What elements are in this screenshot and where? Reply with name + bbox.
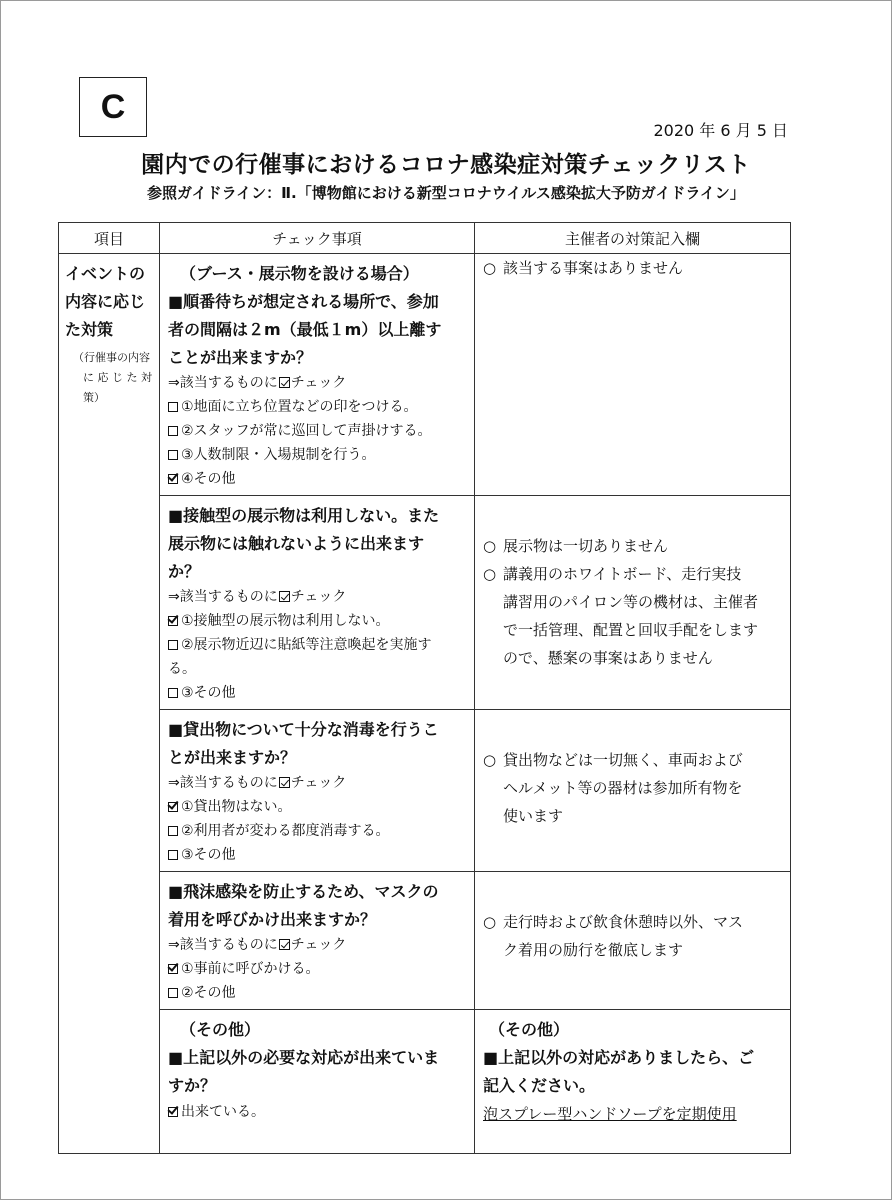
checkbox[interactable] — [168, 450, 178, 460]
option-item[interactable]: ①接触型の展示物は利用しない。 — [168, 609, 470, 633]
measure-question: ■上記以外の対応がありましたら、ご 記入ください。 — [483, 1048, 755, 1095]
table-row — [59, 496, 791, 710]
option-item[interactable]: ③その他 — [168, 681, 470, 705]
option-item[interactable]: ②利用者が変わる都度消毒する。 — [168, 819, 470, 843]
checkbox[interactable] — [168, 640, 178, 650]
measure-note: （その他） — [489, 1020, 570, 1039]
checkbox[interactable] — [168, 402, 178, 412]
instruction: ⇒該当するものに チェック — [168, 589, 347, 605]
question-text: ■貸出物について十分な消毒を行うこ とが出来ますか？ — [168, 720, 439, 767]
question-text: ■順番待ちが想定される場所で、参加 者の間隔は２m（最低１m）以上離す ことが出来ますか？ — [168, 292, 442, 367]
option-item[interactable]: ①地面に立ち位置などの印をつける。 — [168, 395, 470, 419]
table-row — [59, 254, 791, 496]
question-text: ■接触型の展示物は利用しない。また 展示物には触れないように出来ます か？ — [168, 506, 440, 581]
table-header-row — [59, 223, 791, 254]
measure-cell[interactable]: ○ 展示物は一切ありません ○ 講義用のホワイトボード、走行実技 講習用のパイロン等の機材は、主催者 で一括管理、配置と回収手配をします ので、懸案の事案はありません — [475, 496, 791, 710]
document-subtitle: 参照ガイドライン：Ⅱ.「博物館における新型コロナウイルス感染拡大予防ガイドライン」 — [147, 184, 745, 202]
header-measure: 主催者の対策記入欄 — [475, 223, 791, 254]
checkbox-icon — [279, 377, 290, 388]
instruction: ⇒該当するものに チェック — [168, 775, 347, 791]
row-note: （その他） — [180, 1020, 261, 1039]
instruction: ⇒該当するものに チェック — [168, 937, 347, 953]
checkbox-checked[interactable] — [168, 474, 178, 484]
measure-cell[interactable]: ○ 貸出物などは一切無く、車両および ヘルメット等の器材は参加所有物を 使います — [475, 710, 791, 872]
option-item[interactable]: ①貸出物はない。 — [168, 795, 470, 819]
check-cell — [160, 254, 475, 496]
checkbox-checked[interactable] — [168, 616, 178, 626]
measure-entry[interactable]: 泡スプレー型ハンドソープを定期使用 — [483, 1105, 737, 1123]
checkbox-checked[interactable] — [168, 1107, 178, 1117]
checklist-table — [58, 222, 791, 1154]
instruction: ⇒該当するものに チェック — [168, 375, 347, 391]
checkbox[interactable] — [168, 988, 178, 998]
answer-item: ○ 該当する事案はありません — [483, 259, 684, 277]
item-label: イベントの 内容に応じ た対策 — [65, 264, 146, 339]
checkbox-icon — [279, 591, 290, 602]
option-item[interactable]: ③その他 — [168, 843, 470, 867]
answer-item: ○ 展示物は一切ありません — [483, 537, 669, 555]
table-row — [59, 1010, 791, 1154]
header-item: 項目 — [59, 223, 160, 254]
item-cell — [59, 254, 160, 1154]
measure-cell[interactable]: ○ 走行時および飲食休憩時以外、マス ク着用の励行を徹底します — [475, 872, 791, 1010]
answer-item: ○ 貸出物などは一切無く、車両および — [483, 751, 743, 769]
item-sublabel: （行催事の内容 に 応 じ た 対 策） — [73, 351, 152, 404]
option-item[interactable]: ②その他 — [168, 981, 470, 1005]
checkbox-icon — [279, 777, 290, 788]
option-continuation: る。 — [168, 661, 196, 677]
checkbox[interactable] — [168, 688, 178, 698]
option-item[interactable]: ②展示物近辺に貼紙等注意喚起を実施す — [168, 633, 470, 657]
measure-cell[interactable] — [475, 1010, 791, 1154]
check-cell — [160, 496, 475, 710]
checkbox[interactable] — [168, 850, 178, 860]
check-cell — [160, 710, 475, 872]
question-text: ■飛沫感染を防止するため、マスクの 着用を呼びかけ出来ますか？ — [168, 882, 439, 929]
answer-item: ○ 講義用のホワイトボード、走行実技 — [483, 565, 742, 583]
measure-cell[interactable] — [475, 254, 791, 496]
checkbox-checked[interactable] — [168, 802, 178, 812]
answer-item: ○ 走行時および飲食休憩時以外、マス — [483, 913, 744, 931]
table-row — [59, 710, 791, 872]
document-title: 園内での行催事におけるコロナ感染症対策チェックリスト — [141, 152, 751, 178]
document-date: 2020 年 6 月 5 日 — [653, 121, 788, 140]
option-item[interactable]: ②スタッフが常に巡回して声掛けする。 — [168, 419, 470, 443]
option-item[interactable]: ④その他 — [168, 467, 470, 491]
table-row — [59, 872, 791, 1010]
row-note: （ブース・展示物を設ける場合） — [180, 264, 419, 283]
header-check: チェック事項 — [160, 223, 475, 254]
checkbox[interactable] — [168, 826, 178, 836]
check-cell — [160, 872, 475, 1010]
checkbox[interactable] — [168, 426, 178, 436]
checkbox-icon — [279, 939, 290, 950]
option-item[interactable]: 出来ている。 — [168, 1100, 470, 1124]
question-text: ■上記以外の必要な対応が出来ていま すか？ — [168, 1048, 440, 1095]
section-badge: C — [79, 77, 147, 137]
checkbox-checked[interactable] — [168, 964, 178, 974]
option-item[interactable]: ③人数制限・入場規制を行う。 — [168, 443, 470, 467]
check-cell — [160, 1010, 475, 1154]
option-item[interactable]: ①事前に呼びかける。 — [168, 957, 470, 981]
